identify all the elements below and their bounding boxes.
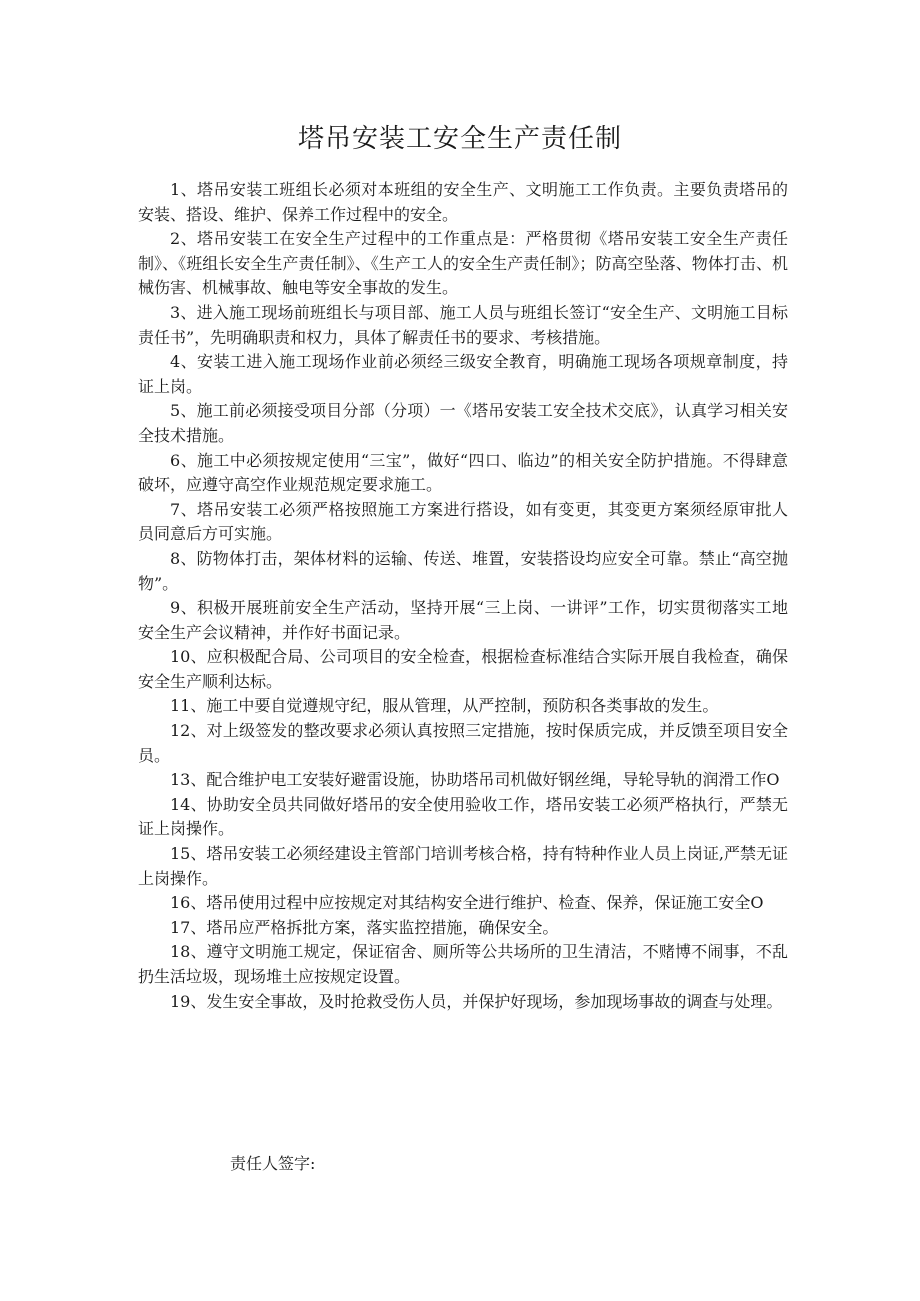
paragraph: 8、防物体打击，架体材料的运输、传送、堆置，安装搭设均应安全可靠。禁止“高空抛物”。 [138, 548, 788, 593]
paragraph: 12、对上级签发的整改要求必须认真按照三定措施，按时保质完成，并反馈至项目安全员。 [138, 721, 788, 765]
paragraph: 4、安装工进入施工现场作业前必须经三级安全教育，明确施工现场各项规章制度，持证上岗。 [138, 352, 788, 396]
document-title: 塔吊安装工安全生产责任制 [297, 124, 622, 154]
paragraph: 9、积极开展班前安全生产活动，坚持开展“三上岗、一讲评”工作，切实贯彻落实工地安全生产会议精神，并作好书面记录。 [138, 598, 788, 642]
paragraph: 2、塔吊安装工在安全生产过程中的工作重点是：严格贯彻《塔吊安装工安全生产责任制》、《班组长安全生产责任制》、《生产工人的安全生产责任制》；防高空坠落、物体打击、机械伤害、机械事故、触电等安全事故的发生。 [138, 229, 788, 298]
paragraph: 17、塔吊应严格拆批方案，落实监控措施，确保安全。 [170, 917, 559, 937]
paragraph: 18、遵守文明施工规定，保证宿舍、厕所等公共场所的卫生清洁，不赌博不闹事，不乱扔生活垃圾，现场堆土应按规定设置。 [138, 942, 788, 986]
paragraph: 1、塔吊安装工班组长必须对本班组的安全生产、文明施工工作负责。主要负责塔吊的安装、搭设、维护、保养工作过程中的安全。 [138, 180, 788, 224]
paragraph: 3、进入施工现场前班组长与项目部、施工人员与班组长签订“安全生产、文明施工目标责任书”，先明确职责和权力，具体了解责任书的要求、考核措施。 [138, 302, 788, 347]
paragraph: 5、施工前必须接受项目分部（分项）一《塔吊安装工安全技术交底》，认真学习相关安全技术措施。 [138, 401, 788, 445]
document-body [138, 178, 788, 1014]
paragraph: 10、应积极配合局、公司项目的安全检查，根据检查标准结合实际开展自我检查，确保安全生产顺利达标。 [138, 647, 788, 691]
paragraph: 11、施工中要自觉遵规守纪，服从管理，从严控制，预防积各类事故的发生。 [170, 696, 719, 716]
paragraph: 6、施工中必须按规定使用“三宝”，做好“四口、临边”的相关安全防护措施。不得肆意破坏，应遵守高空作业规范规定要求施工。 [138, 450, 788, 495]
paragraph: 16、塔吊使用过程中应按规定对其结构安全进行维护、检查、保养，保证施工安全O [170, 893, 764, 913]
paragraph: 7、塔吊安装工必须严格按照施工方案进行搭设，如有变更，其变更方案须经原审批人员同意后方可实施。 [138, 499, 788, 544]
paragraph: 13、配合维护电工安装好避雷设施，协助塔吊司机做好钢丝绳，导轮导轨的润滑工作O [170, 770, 780, 790]
paragraph: 15、塔吊安装工必须经建设主管部门培训考核合格，持有特种作业人员上岗证,严禁无证上岗操作。 [138, 844, 788, 888]
paragraph: 19、发生安全事故，及时抢救受伤人员，并保护好现场，参加现场事故的调查与处理。 [170, 991, 783, 1011]
signature-label: 责任人签字: [230, 1154, 316, 1173]
paragraph: 14、协助安全员共同做好塔吊的安全使用验收工作，塔吊安装工必须严格执行，严禁无证上岗操作。 [138, 794, 788, 839]
